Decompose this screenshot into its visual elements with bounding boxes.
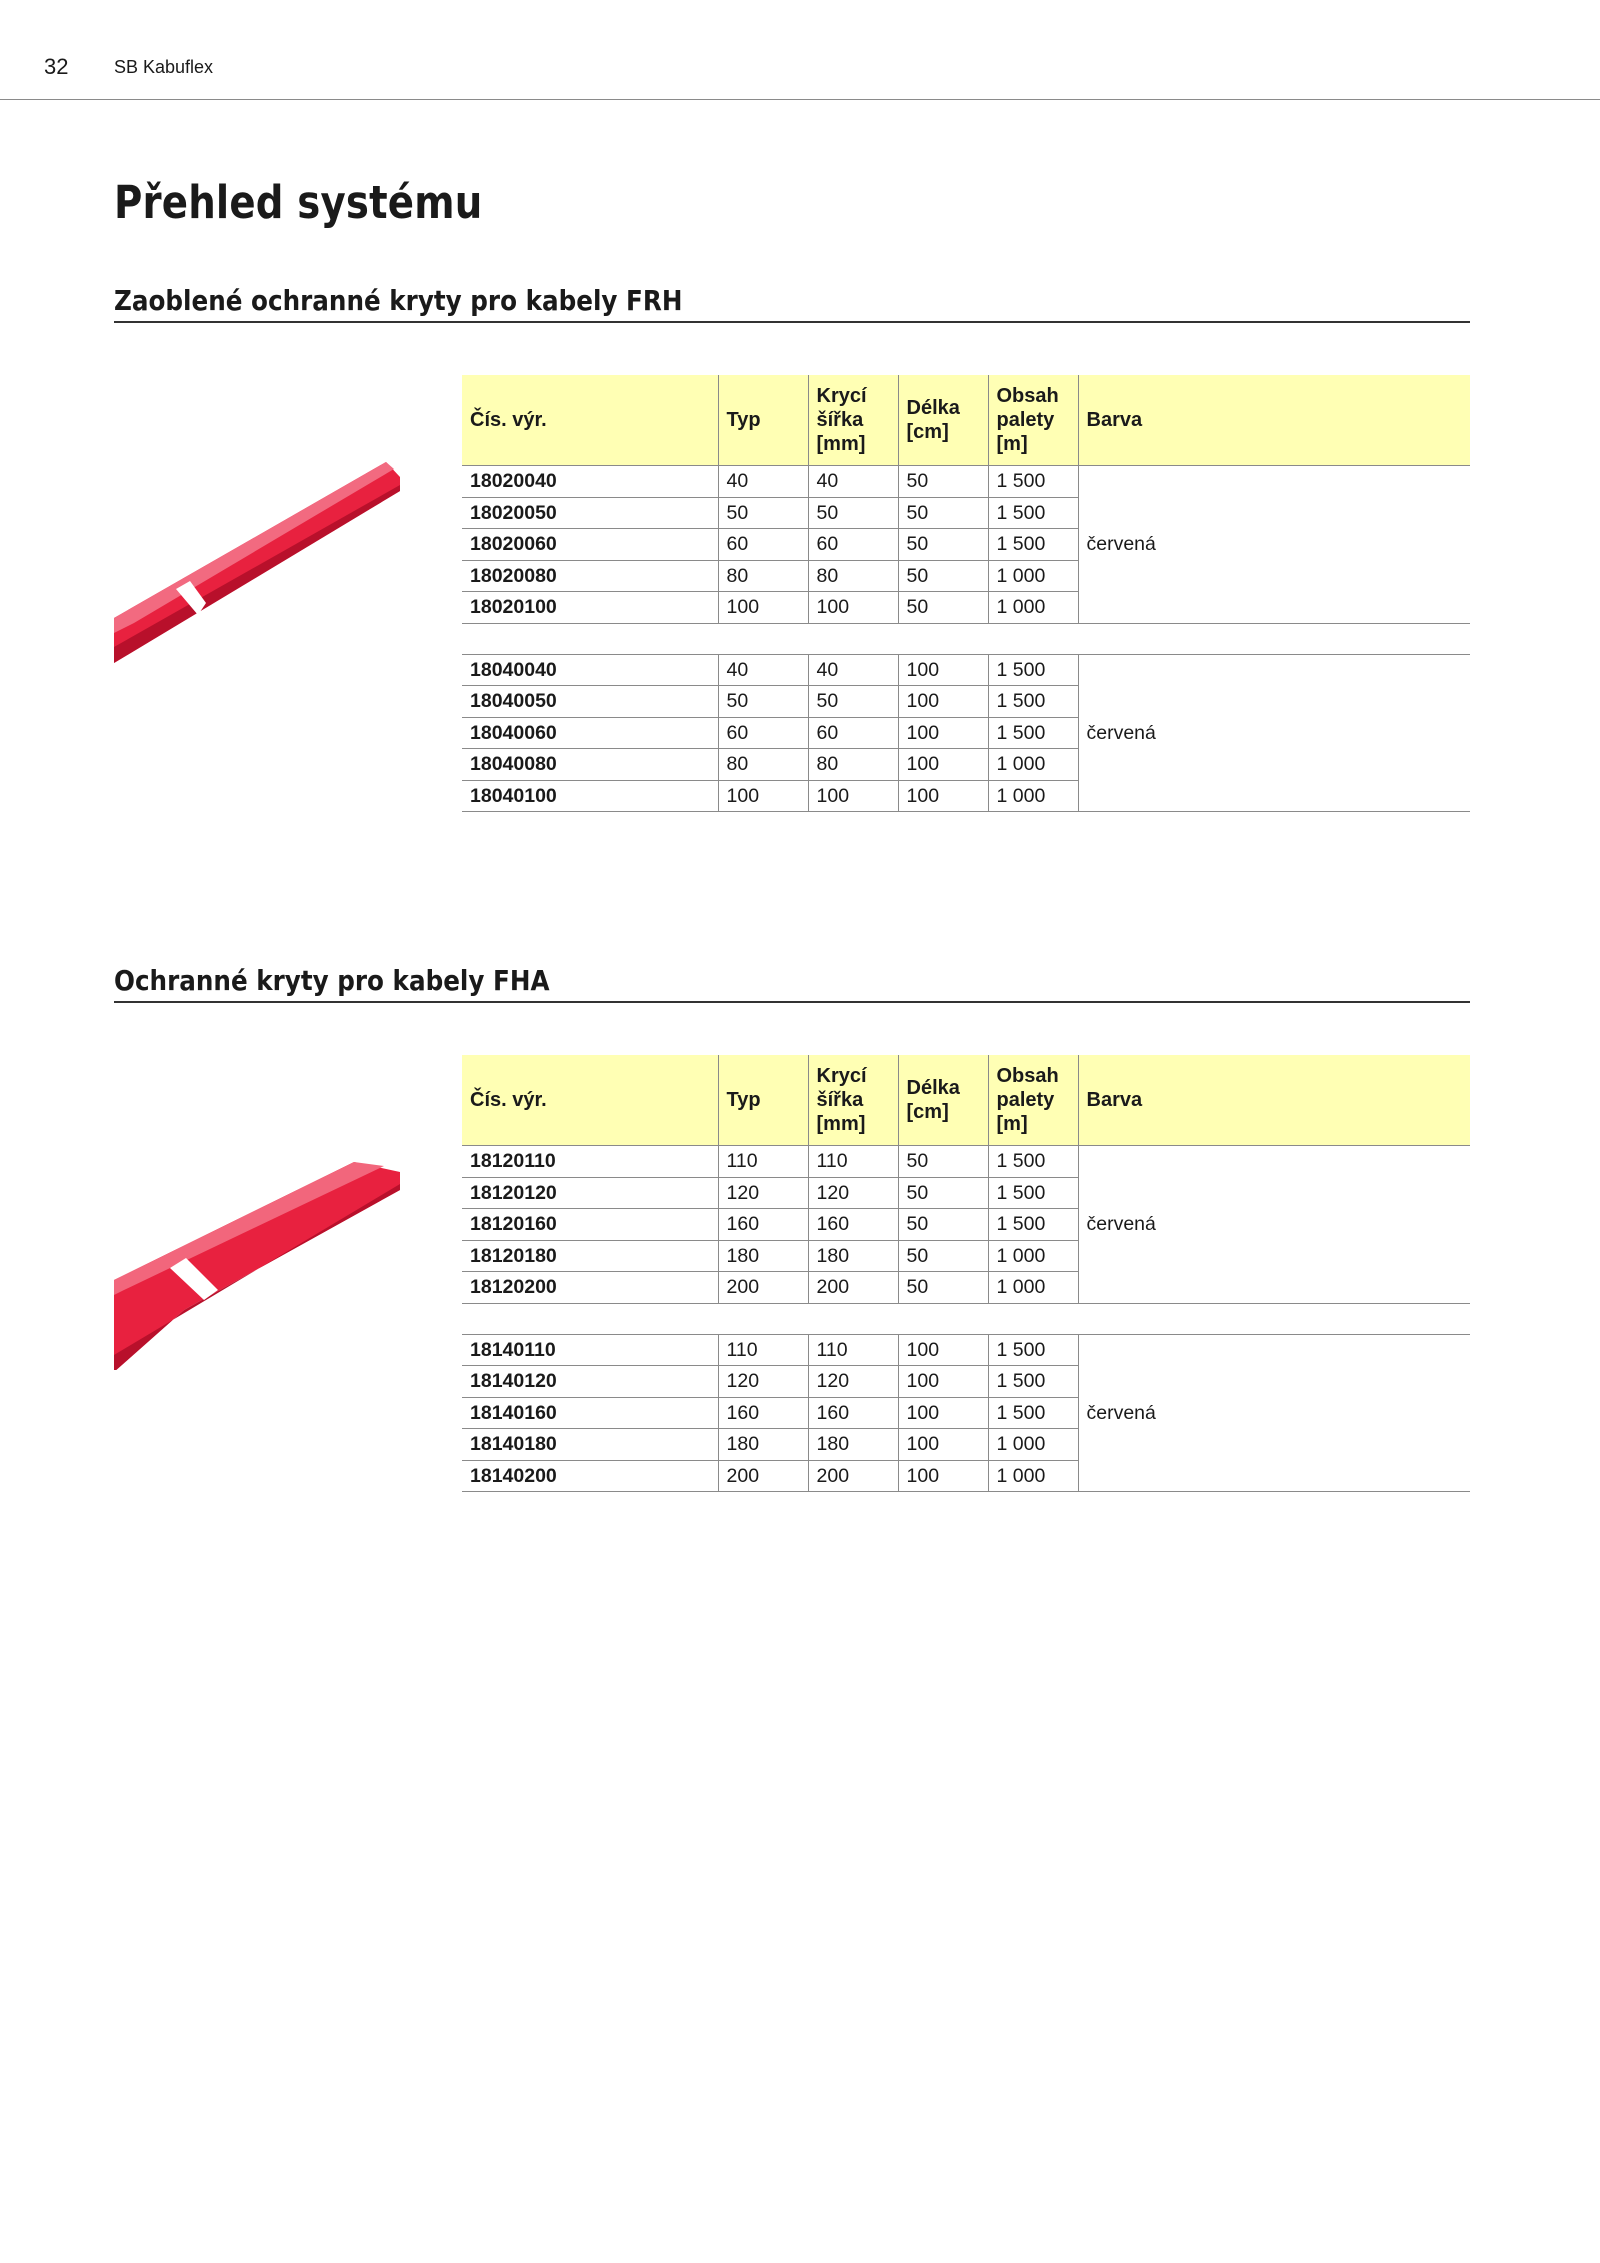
cell-pallet: 1 000 [988,1240,1078,1272]
cell-pallet: 1 000 [988,592,1078,624]
cell-type: 110 [718,1146,808,1178]
cell-type: 110 [718,1334,808,1366]
cell-length: 50 [898,466,988,498]
table-row [462,1146,1470,1178]
cell-width: 160 [808,1397,898,1429]
cell-code: 18020080 [462,560,718,592]
col-header-type: Typ [718,1055,808,1146]
page-header [0,0,1600,100]
cell-length: 50 [898,1177,988,1209]
cell-code: 18040040 [462,654,718,686]
table-header-row [462,1055,1470,1146]
cell-width: 40 [808,466,898,498]
cell-width: 160 [808,1209,898,1241]
cell-pallet: 1 000 [988,1460,1078,1492]
cell-width: 110 [808,1146,898,1178]
section-divider-fha [114,1001,1470,1003]
cell-width: 120 [808,1177,898,1209]
cell-type: 180 [718,1240,808,1272]
cell-pallet: 1 000 [988,780,1078,812]
col-header-width: Krycí šířka [mm] [808,1055,898,1146]
cell-color: červená [1078,654,1470,812]
section-divider-frh [114,321,1470,323]
cell-width: 80 [808,749,898,781]
cell-length: 50 [898,1272,988,1304]
cell-width: 200 [808,1272,898,1304]
cell-code: 18020100 [462,592,718,624]
group-spacer [462,1303,1470,1334]
cell-width: 40 [808,654,898,686]
cell-code: 18040060 [462,717,718,749]
cell-pallet: 1 000 [988,1272,1078,1304]
cell-type: 50 [718,497,808,529]
page-title: Přehled systému [114,176,483,229]
cell-pallet: 1 500 [988,1397,1078,1429]
cell-length: 100 [898,749,988,781]
cell-pallet: 1 500 [988,1146,1078,1178]
cell-length: 50 [898,560,988,592]
table-row [462,1334,1470,1366]
cell-width: 100 [808,592,898,624]
cell-code: 18040050 [462,686,718,718]
cell-width: 110 [808,1334,898,1366]
table-row [462,654,1470,686]
col-header-length: Délka [cm] [898,375,988,466]
cell-length: 100 [898,1334,988,1366]
cell-length: 100 [898,1366,988,1398]
cell-code: 18020040 [462,466,718,498]
cell-length: 100 [898,717,988,749]
cell-type: 40 [718,654,808,686]
section-title-frh: Zaoblené ochranné kryty pro kabely FRH [114,284,683,317]
cell-length: 50 [898,1240,988,1272]
cell-width: 50 [808,497,898,529]
cell-code: 18120160 [462,1209,718,1241]
cell-pallet: 1 500 [988,654,1078,686]
col-header-length: Délka [cm] [898,1055,988,1146]
cell-length: 100 [898,1397,988,1429]
page-number: 32 [44,54,69,79]
cell-length: 100 [898,654,988,686]
cell-length: 50 [898,1146,988,1178]
col-header-width: Krycí šířka [mm] [808,375,898,466]
cell-code: 18040100 [462,780,718,812]
col-header-code: Čís. výr. [462,375,718,466]
cell-width: 100 [808,780,898,812]
cell-type: 60 [718,529,808,561]
cell-pallet: 1 500 [988,529,1078,561]
cell-width: 120 [808,1366,898,1398]
cell-pallet: 1 000 [988,749,1078,781]
group-spacer [462,623,1470,654]
cell-width: 60 [808,529,898,561]
cell-code: 18020060 [462,529,718,561]
cell-code: 18140180 [462,1429,718,1461]
table-header-row [462,375,1470,466]
cell-length: 100 [898,1429,988,1461]
cell-width: 50 [808,686,898,718]
cell-type: 120 [718,1366,808,1398]
cell-type: 160 [718,1209,808,1241]
cell-length: 50 [898,497,988,529]
cell-width: 200 [808,1460,898,1492]
cell-type: 200 [718,1460,808,1492]
cell-type: 120 [718,1177,808,1209]
cell-code: 18140110 [462,1334,718,1366]
col-header-type: Typ [718,375,808,466]
cell-type: 80 [718,560,808,592]
product-table-frh [462,375,1470,812]
col-header-pallet: Obsah palety [m] [988,1055,1078,1146]
cell-code: 18140120 [462,1366,718,1398]
cell-code: 18040080 [462,749,718,781]
col-header-color: Barva [1078,375,1470,466]
red-flat-cable-cover-photo [114,1150,404,1370]
cell-code: 18120200 [462,1272,718,1304]
cell-width: 60 [808,717,898,749]
cell-pallet: 1 500 [988,1334,1078,1366]
col-header-color: Barva [1078,1055,1470,1146]
cell-pallet: 1 000 [988,1429,1078,1461]
cell-color: červená [1078,1146,1470,1304]
cell-type: 60 [718,717,808,749]
cell-pallet: 1 500 [988,686,1078,718]
cell-code: 18140200 [462,1460,718,1492]
col-header-pallet: Obsah palety [m] [988,375,1078,466]
cell-length: 100 [898,686,988,718]
cell-code: 18120180 [462,1240,718,1272]
table-row [462,466,1470,498]
cell-code: 18120110 [462,1146,718,1178]
cell-type: 200 [718,1272,808,1304]
brand-name: SB Kabuflex [114,57,214,77]
cell-code: 18120120 [462,1177,718,1209]
red-rounded-cable-cover-photo [114,455,404,675]
cell-type: 50 [718,686,808,718]
cell-width: 80 [808,560,898,592]
cell-pallet: 1 000 [988,560,1078,592]
cell-type: 100 [718,592,808,624]
cell-pallet: 1 500 [988,497,1078,529]
section-title-fha: Ochranné kryty pro kabely FHA [114,964,550,997]
cell-color: červená [1078,466,1470,624]
cell-length: 50 [898,529,988,561]
cell-color: červená [1078,1334,1470,1492]
cell-type: 80 [718,749,808,781]
cell-code: 18140160 [462,1397,718,1429]
cell-length: 100 [898,780,988,812]
cell-width: 180 [808,1429,898,1461]
cell-pallet: 1 500 [988,1209,1078,1241]
cell-type: 180 [718,1429,808,1461]
cell-pallet: 1 500 [988,1177,1078,1209]
cell-pallet: 1 500 [988,466,1078,498]
cell-pallet: 1 500 [988,1366,1078,1398]
cell-code: 18020050 [462,497,718,529]
cell-type: 40 [718,466,808,498]
col-header-code: Čís. výr. [462,1055,718,1146]
cell-type: 160 [718,1397,808,1429]
cell-length: 100 [898,1460,988,1492]
cell-type: 100 [718,780,808,812]
product-table-fha [462,1055,1470,1492]
cell-width: 180 [808,1240,898,1272]
cell-length: 50 [898,592,988,624]
cell-length: 50 [898,1209,988,1241]
cell-pallet: 1 500 [988,717,1078,749]
